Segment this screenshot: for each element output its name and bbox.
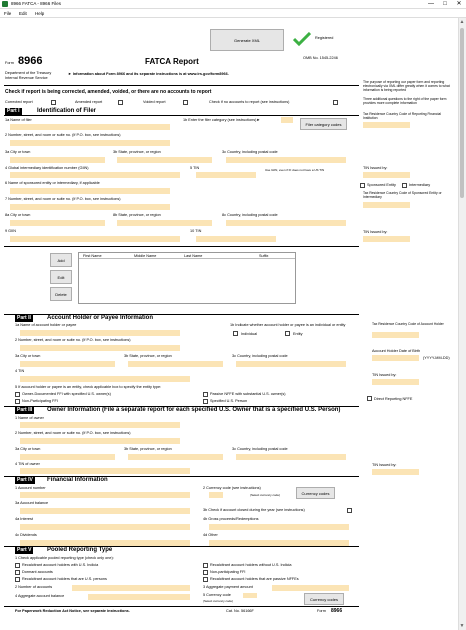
part3-title: Owner Information (File a separate report for each specified U.S. Owner that is a specified U.S. Person) <box>47 407 341 413</box>
delete-owner-button[interactable]: Delete <box>50 287 72 301</box>
pool-b-label: Recalcitrant account holders without U.S. Indicia <box>210 563 292 567</box>
p5-4-label: 4 Aggregate account balance <box>15 594 65 598</box>
account-closed-checkbox[interactable] <box>347 508 352 513</box>
owners-table-header <box>79 253 295 259</box>
p3-4-label: 4 TIN of owner <box>15 462 40 466</box>
tax-res-input-2[interactable] <box>363 202 410 208</box>
menu-edit[interactable]: Edit <box>19 11 27 16</box>
dob-label: Account Holder Date of Birth <box>372 349 421 353</box>
generate-xml-button[interactable]: Generate XML <box>210 29 284 51</box>
menu-file[interactable]: File <box>4 11 12 16</box>
form-word: Form <box>5 61 14 65</box>
pool-e-checkbox[interactable] <box>15 577 20 582</box>
corrected-checkbox[interactable] <box>51 100 56 105</box>
filer-country-input[interactable] <box>226 157 346 163</box>
filer-city-input[interactable] <box>10 157 105 163</box>
p1-10-label: 10 TIN <box>190 229 202 233</box>
filer-category-input[interactable] <box>281 117 293 123</box>
p1-8a-label: 8a City or town <box>5 213 31 217</box>
intermediary-checkbox[interactable] <box>402 183 407 188</box>
tin-issued-label-1: TIN Issued by: <box>363 166 388 170</box>
part4-tag: Part IV <box>17 477 33 483</box>
part1-title: Identification of Filer <box>37 108 97 114</box>
holder-tin-input[interactable] <box>20 376 190 382</box>
no-accounts-checkbox[interactable] <box>333 100 338 105</box>
col-last-name: Last Name <box>184 254 203 258</box>
col-first-name: First Name <box>83 254 102 258</box>
p1-3b-label: 3b State, province, or region <box>113 150 161 154</box>
aggregate-payment-input[interactable] <box>272 585 349 591</box>
no-accounts-label: Check if no accounts to report (see instructions) <box>209 100 290 104</box>
tax-res-label-2: Tax Residence Country Code of Sponsored Entity or Intermediary <box>363 191 442 199</box>
p2-2-label: 2 Number, street, and room or suite no. (If P.O. box, see instructions) <box>15 338 131 342</box>
owner-address-input[interactable] <box>20 438 180 444</box>
specified-us-person-checkbox[interactable] <box>203 399 208 404</box>
p1-7-label: 7 Number, street, and room or suite no. (If P.O. box, see instructions) <box>5 197 121 201</box>
filer-category-button[interactable]: Filer category codes <box>300 118 347 130</box>
amended-label: Amended report <box>75 100 103 104</box>
p3-2-label: 2 Number, street, and room or suite no. (If P.O. box, see instructions) <box>15 431 131 435</box>
amended-checkbox[interactable] <box>118 100 123 105</box>
tin-issued-label-2: TIN Issued by: <box>363 230 388 234</box>
sponsored-country-input[interactable] <box>226 220 346 226</box>
p2-3a-label: 3a City or town <box>15 354 41 358</box>
part3-tag: Part III <box>17 407 33 413</box>
filer-state-input[interactable] <box>117 157 212 163</box>
owner-name-input[interactable] <box>20 422 180 428</box>
close-icon[interactable]: ✕ <box>456 1 462 7</box>
p4-4d-label: 4d Other <box>203 533 218 537</box>
part2-tag: Part II <box>17 315 31 321</box>
part5-tag: Part V <box>17 547 32 553</box>
non-participating-checkbox[interactable] <box>15 399 20 404</box>
individual-checkbox[interactable] <box>233 331 238 336</box>
p5-2-label: 2 Number of accounts <box>15 585 53 589</box>
corrected-label: Corrected report <box>5 100 33 104</box>
intermediary-label: Intermediary <box>409 183 431 187</box>
owner-tin-input[interactable] <box>20 468 190 474</box>
col-middle-name: Middle Name <box>134 254 157 258</box>
window-titlebar <box>0 0 466 9</box>
footer-form-number: 8966 <box>331 608 343 614</box>
part2-title: Account Holder or Payee Information <box>47 315 154 321</box>
tax-res-label-3: Tax Residence Country Code of Account Holder <box>372 322 444 326</box>
pool-currency-codes-button[interactable]: Currency codes <box>304 593 344 605</box>
filer-address-input[interactable] <box>10 140 170 146</box>
sponsored-name-input[interactable] <box>10 188 170 194</box>
pool-d-label: Non-participating FFI <box>210 570 246 574</box>
owners-table[interactable] <box>78 252 296 304</box>
pool-f-label: Recalcitrant account holders that are passive NFFEs <box>210 577 299 581</box>
app-icon <box>2 1 8 7</box>
part4-title: Financial Information <box>47 477 108 483</box>
window-title: 8966 FATCA - 8966 Files <box>11 1 61 6</box>
p1-1a-label: 1a Name of filer <box>5 118 32 122</box>
pool-a-checkbox[interactable] <box>15 563 20 568</box>
holder-country-input[interactable] <box>236 361 346 367</box>
p5-3-label: 3 Aggregate payment amount <box>203 585 253 589</box>
currency-codes-button[interactable]: Currency codes <box>296 487 335 499</box>
part5-title: Pooled Reporting Type <box>47 547 113 553</box>
direct-nffe-checkbox[interactable] <box>367 396 372 401</box>
owner-state-input[interactable] <box>128 454 223 460</box>
owner-city-input[interactable] <box>20 454 115 460</box>
voided-checkbox[interactable] <box>183 100 188 105</box>
p5-5-label: 5 Currency code <box>203 593 231 597</box>
p4-2-label: 2 Currency code (see instructions) <box>203 486 261 490</box>
owner-documented-label: Owner-Documented FFI with specified U.S. owner(s) <box>22 392 111 396</box>
tin-issued-input-1[interactable] <box>363 172 410 178</box>
p2-3c-label: 3c Country, including postal code <box>232 354 288 358</box>
p3-3a-label: 3a City or town <box>15 447 41 451</box>
owner-country-input[interactable] <box>236 454 346 460</box>
p4-3a-label: 3a Account balance <box>15 501 49 505</box>
tin-issued-label-3: TIN Issued by: <box>372 373 397 377</box>
filer-tin-input[interactable] <box>196 172 256 178</box>
sponsored-entity-checkbox[interactable] <box>360 183 365 188</box>
pool-a-label: Recalcitrant account holders with U.S. Indicia <box>22 563 99 567</box>
entity-label: Entity <box>293 332 303 336</box>
pool-f-checkbox[interactable] <box>203 577 208 582</box>
add-owner-button[interactable]: Add <box>50 253 72 267</box>
irs-label: Internal Revenue Service <box>5 76 48 80</box>
p5-5-select-label: (Select currency code) <box>203 599 234 603</box>
holder-address-input[interactable] <box>20 345 180 351</box>
holder-city-input[interactable] <box>20 361 115 367</box>
p1-8b-label: 8b State, province, or region <box>113 213 161 217</box>
sponsored-city-input[interactable] <box>10 220 105 226</box>
sponsored-giin-input[interactable] <box>10 236 180 242</box>
p1-6-label: 6 Name of sponsored entity or intermediary, if applicable <box>5 181 100 185</box>
omb-number: OMB No. 1545-2246 <box>303 56 338 60</box>
currency-code-input[interactable] <box>209 492 223 498</box>
pool-c-label: Dormant accounts <box>22 570 53 574</box>
owner-documented-checkbox[interactable] <box>15 392 20 397</box>
scroll-up-icon[interactable]: ▲ <box>459 19 465 25</box>
p2-1a-label: 1a Name of account holder or payee <box>15 323 77 327</box>
p2-5-label: 5 If account holder or payee is an entity, check applicable box to specify the entity type: <box>15 385 162 389</box>
edit-owner-button[interactable]: Edit <box>50 270 72 284</box>
pool-e-label: Recalcitrant account holders that are U.S. persons <box>22 577 107 581</box>
passive-nffe-checkbox[interactable] <box>203 392 208 397</box>
tin-issued-input-2[interactable] <box>363 236 410 242</box>
p1-5-note: Use GIIN, even if FI does not have a US TIN <box>265 168 325 172</box>
p4-4a-label: 4a Interest <box>15 517 33 521</box>
account-balance-input[interactable] <box>20 508 190 514</box>
cat-number: Cat. No. 56166F <box>226 609 254 613</box>
p1-5-label: 5 TIN <box>190 166 200 170</box>
pool-currency-input[interactable] <box>243 593 257 598</box>
p3-3c-label: 3c Country, including postal code <box>232 447 288 451</box>
scrollbar-thumb[interactable] <box>460 28 464 198</box>
sponsored-entity-label: Sponsored Entity <box>367 183 396 187</box>
tin-issued-input-3[interactable] <box>372 379 419 385</box>
p1-2-label: 2 Number, street, and room or suite no. (If P.O. box, see instructions) <box>5 133 121 137</box>
p2-1b-label: 1b Indicate whether account holder or payee is an individual or entity <box>230 323 346 327</box>
entity-checkbox[interactable] <box>285 331 290 336</box>
footer-form-word: Form <box>317 609 326 613</box>
p1-8c-label: 8c Country, including postal code <box>222 213 278 217</box>
info-line: ► Information about Form 8966 and its separate instructions is at www.irs.gov/form8966. <box>68 72 229 76</box>
p1-1b-label: 1b Enter the filer category (see instructions)► <box>183 118 261 122</box>
p2-4-label: 4 TIN <box>15 369 25 373</box>
tin-issued-label-4: TIN Issued by: <box>372 463 397 467</box>
part1-tag: Part I <box>7 108 20 114</box>
p4-1-label: 1 Account number <box>15 486 46 490</box>
tin-issued-input-4[interactable] <box>372 469 419 475</box>
direct-nffe-label: Direct Reporting NFFE <box>374 397 413 401</box>
p4-4c-label: 4c Dividends <box>15 533 37 537</box>
pool-c-checkbox[interactable] <box>15 570 20 575</box>
specified-us-person-label: Specified U.S. Person <box>210 399 248 403</box>
tax-res-input-1[interactable] <box>363 122 410 128</box>
minimize-icon[interactable]: — <box>428 1 434 7</box>
voided-label: Voided report <box>143 100 166 104</box>
pool-d-checkbox[interactable] <box>203 570 208 575</box>
interest-input[interactable] <box>20 524 190 530</box>
scroll-down-icon[interactable]: ▼ <box>459 623 465 629</box>
p1-3c-label: 3c Country, including postal code <box>222 150 278 154</box>
tax-res-input-3[interactable] <box>372 332 419 338</box>
passive-nffe-label: Passive NFFE with substantial U.S. owner(s) <box>210 392 286 396</box>
menu-bar <box>0 9 466 18</box>
holder-state-input[interactable] <box>128 361 223 367</box>
sponsored-tin-input[interactable] <box>196 236 276 242</box>
form-number: 8966 <box>18 55 43 67</box>
col-suffix: Suffix <box>259 254 269 258</box>
p4-2-select-label: (Select currency code) <box>250 493 281 497</box>
p4-3b-label: 3b Check if account closed during the year (see instructions) <box>203 508 305 512</box>
gross-proceeds-input[interactable] <box>209 524 349 530</box>
p3-3b-label: 3b State, province, or region <box>124 447 172 451</box>
tax-res-label-1: Tax Residence Country Code of Reporting Financial Institution <box>363 112 442 120</box>
p3-1-label: 1 Name of owner <box>15 416 44 420</box>
sponsored-state-input[interactable] <box>117 220 212 226</box>
p5-1-label: 1 Check applicable pooled reporting type (check only one): <box>15 556 114 560</box>
menu-help[interactable]: Help <box>35 11 45 16</box>
number-accounts-input[interactable] <box>72 585 190 591</box>
individual-label: Individual <box>241 332 258 336</box>
non-participating-label: Non-Participating FFI <box>22 399 58 403</box>
checkmark-icon <box>293 32 311 46</box>
side-note-purpose: The purpose of reporting our paper form and reporting electronically via XML differ greatly when it comes to what information is being reported <box>363 80 450 92</box>
pra-notice: For Paperwork Reduction Act Notice, see separate instructions. <box>15 609 130 613</box>
registered-label: Registered <box>315 36 334 40</box>
pool-b-checkbox[interactable] <box>203 563 208 568</box>
dob-input[interactable] <box>372 355 419 361</box>
filer-name-input[interactable] <box>10 124 170 130</box>
dept-label: Department of the Treasury <box>5 71 52 75</box>
side-note-additional: Three additional questions to the right of the paper form provides more complete information <box>363 97 447 105</box>
p4-4b-label: 4b Gross proceeds/Redemptions <box>203 517 259 521</box>
p1-9-label: 9 GIIN <box>5 229 16 233</box>
sponsored-address-input[interactable] <box>10 204 170 210</box>
account-number-input[interactable] <box>20 492 190 498</box>
p2-3b-label: 3b State, province, or region <box>124 354 172 358</box>
filer-giin-input[interactable] <box>10 172 180 178</box>
aggregate-balance-input[interactable] <box>88 594 190 600</box>
maximize-icon[interactable]: □ <box>443 1 447 7</box>
form-title: FATCA Report <box>145 57 199 66</box>
p1-3a-label: 3a City or town <box>5 150 31 154</box>
dob-format: (YYYY-MM-DD) <box>423 356 450 360</box>
check-if-heading: Check if report is being corrected, amended, voided, or there are no accounts to report <box>5 89 212 95</box>
holder-name-input[interactable] <box>20 330 180 336</box>
p1-4-label: 4 Global intermediary identification number (GIIN) <box>5 166 89 170</box>
